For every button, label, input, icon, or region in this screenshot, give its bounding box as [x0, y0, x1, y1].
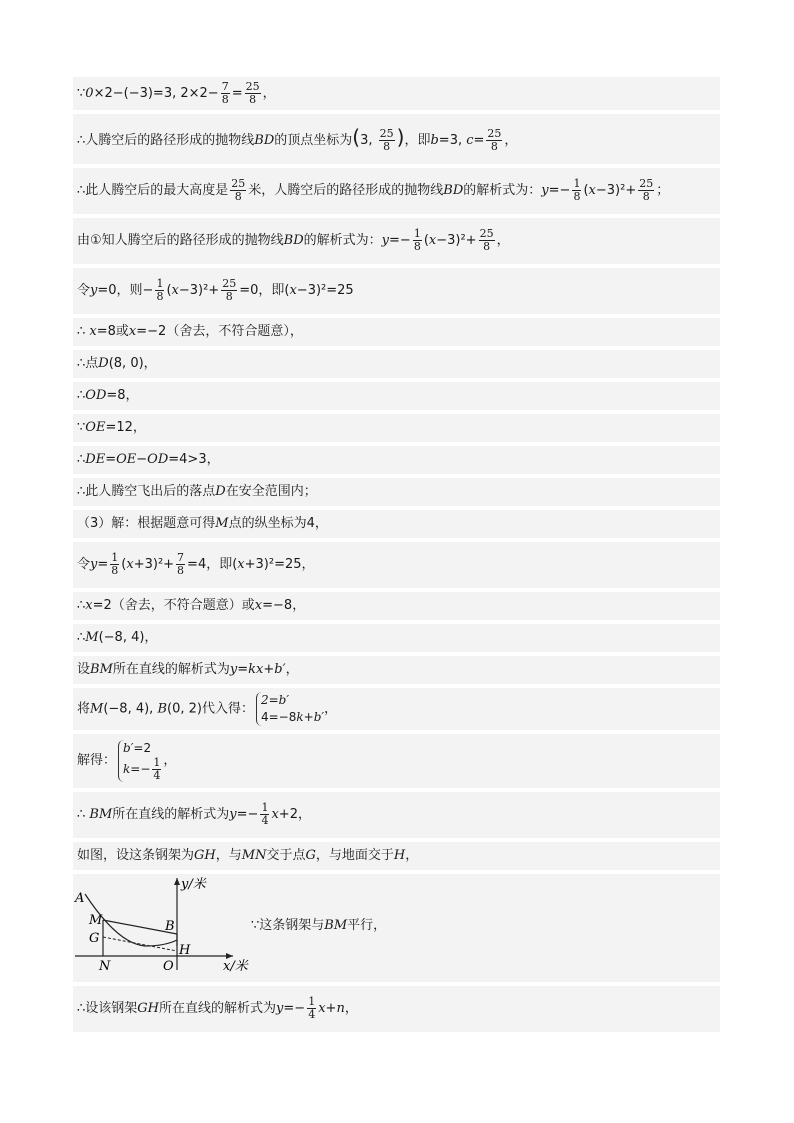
line-2: ∴人腾空后的路径形成的抛物线BD的顶点坐标为(3, $\frac{25}{8}$ )，即b=3, c= $\frac{25}{8}$ ，: [73, 114, 720, 164]
line-9: ∵OE=12，: [73, 414, 720, 442]
line-10: ∴DE=OE−OD=4>3，: [73, 446, 720, 474]
label-m: M: [89, 913, 103, 928]
label-n: N: [99, 959, 111, 974]
line-1: ∵0×2−(−3)=3, 2×2− $\frac{7}{8}$ = $\frac{25}{8}$ ，: [73, 77, 720, 110]
line-5: 令y=0，则− $\frac{1}{8}$ (x−3)²+ $\frac{25}{8}$ =0，即(x−3)²=25: [73, 268, 720, 314]
line-18: 解得：b′=2 k=− $\frac{1}{4}$ ，: [73, 734, 720, 788]
line-17: 将M(−8, 4), B(0, 2)代入得：2=b′ 4=−8k+b′，: [73, 688, 720, 730]
line-22: ∴设该钢架GH所在直线的解析式为y=− $\frac{1}{4}$ x+n，: [73, 986, 720, 1032]
solution-content: [73, 77, 720, 1036]
label-h: H: [179, 943, 191, 958]
figure-row: [73, 874, 720, 982]
label-x-axis: x/米: [223, 959, 248, 974]
label-o: O: [163, 959, 174, 974]
figure-caption: ∵这条钢架与BM平行，: [251, 918, 387, 933]
label-b: B: [165, 919, 175, 934]
line-16: 设BM所在直线的解析式为y=kx+b′，: [73, 656, 720, 684]
line-6: ∴ x=8或x=−2（舍去，不符合题意），: [73, 318, 720, 346]
label-y-axis: y/米: [181, 877, 206, 892]
line-19: ∴ BM所在直线的解析式为y=− $\frac{1}{4}$ x+2，: [73, 792, 720, 838]
line-12: （3）解：根据题意可得M点的纵坐标为4，: [73, 510, 720, 538]
line-13: 令y= $\frac{1}{8}$ (x+3)²+ $\frac{7}{8}$ =4，即(x+3)²=25，: [73, 542, 720, 588]
label-a: A: [75, 891, 85, 906]
line-8: ∴OD=8，: [73, 382, 720, 410]
line-11: ∴此人腾空飞出后的落点D在安全范围内；: [73, 478, 720, 506]
line-20: 如图，设这条钢架为GH，与MN交于点G，与地面交于H，: [73, 842, 720, 870]
geometry-figure: [73, 874, 253, 974]
line-7: ∴点D(8, 0)，: [73, 350, 720, 378]
label-g: G: [89, 931, 100, 946]
line-4: 由①知人腾空后的路径形成的抛物线BD的解析式为：y=− $\frac{1}{8}$ (x−3)²+ $\frac{25}{8}$ ，: [73, 218, 720, 264]
line-14: ∴x=2（舍去，不符合题意）或x=−8，: [73, 592, 720, 620]
line-15: ∴M(−8, 4)，: [73, 624, 720, 652]
line-3: ∴此人腾空后的最大高度是 $\frac{25}{8}$ 米，人腾空后的路径形成的抛物线BD的解析式为：y=− $\frac{1}{8}$ (x−3)²+ $\frac{25}{8}$ ；: [73, 168, 720, 214]
